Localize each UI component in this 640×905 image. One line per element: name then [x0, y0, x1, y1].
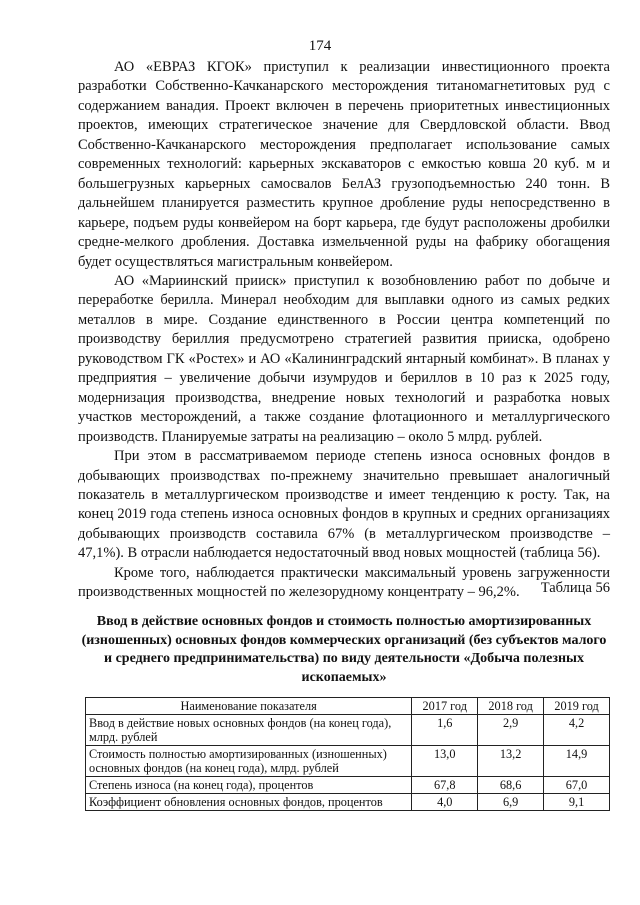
- table-caption: Таблица 56: [540, 580, 610, 596]
- column-header: 2018 год: [478, 698, 544, 715]
- page-number: 174: [308, 38, 332, 54]
- table-cell: 9,1: [544, 794, 610, 811]
- column-header: 2017 год: [412, 698, 478, 715]
- table-row: [86, 777, 610, 794]
- table-container: [85, 697, 610, 811]
- data-table: [85, 697, 610, 811]
- table-cell: 13,0: [412, 746, 478, 777]
- table-cell: 67,8: [412, 777, 478, 794]
- paragraph: АО «ЕВРАЗ КГОК» приступил к реализации инвестиционного проекта разработки Собственно-Качканарского месторождения титаномагнетитовых руд с содержанием ванадия. Проект включен в перечень приоритетных инвестиционных проектов, имеющих стратегическое значение для Свердловской области. Ввод Собственно-Качканарского месторождения предполагает использование самых современных технологий: карьерных экскаваторов с емкостью ковша 20 куб. м и большегрузных карьерных самосвалов БелАЗ грузоподъемностью 240 тонн. В дальнейшем планируется разместить крупное дробление руды непосредственно в карьере, подъем руды конвейером на борт карьера, где будут расположены дробилки средне-мелкого дробления. Доставка измельченной руды на фабрику обогащения будет осуществляться магистральным конвейером.: [78, 59, 610, 270]
- table-row: [86, 746, 610, 777]
- table-cell: 67,0: [544, 777, 610, 794]
- table-row: [86, 794, 610, 811]
- table-cell: 14,9: [544, 746, 610, 777]
- row-label: Ввод в действие новых основных фондов (на конец года), млрд. рублей: [86, 715, 412, 746]
- paragraph: При этом в рассматриваемом периоде степень износа основных фондов в добывающих производствах по-прежнему значительно превышает аналогичный показатель в металлургическом производстве и имеет тенденцию к росту. Так, на конец 2019 года степень износа основных фондов в крупных и средних организациях добывающих производств составила 67% (в металлургическом производстве – 47,1%). В отрасли наблюдается недостаточный ввод новых мощностей (таблица 56).: [78, 448, 610, 562]
- row-label: Коэффициент обновления основных фондов, процентов: [86, 794, 412, 811]
- table-cell: 2,9: [478, 715, 544, 746]
- column-header: 2019 год: [544, 698, 610, 715]
- row-label: Степень износа (на конец года), процентов: [86, 777, 412, 794]
- paragraph: Кроме того, наблюдается практически максимальный уровень загруженности производственных мощностей по железорудному концентрату – 96,2%.: [78, 564, 610, 601]
- table-title: Ввод в действие основных фондов и стоимость полностью амортизированных (изношенных) основных фондов коммерческих организаций (без субъектов малого и среднего предпринимательства) по виду деятельности «Добыча полезных ископаемых»: [81, 614, 607, 685]
- paragraph: АО «Мариинский прииск» приступил к возобновлению работ по добыче и переработке берилла. Минерал необходим для выплавки одного из самых редких металлов в мире. Создание единственного в России центра компетенций по производству бериллия предусмотрено стратегией развития прииска, одобрено руководством ГК «Ростех» и АО «Калининградский янтарный комбинат». В планах у предприятия – увеличение добычи изумрудов и бериллов в 10 раз к 2025 году, модернизация производства, внедрение новых технологий и разработка новых участков месторождений, а также создание флотационного и металлургического производств. Планируемые затраты на реализацию – около 5 млрд. рублей.: [78, 272, 610, 445]
- body-text: [78, 58, 610, 603]
- table-cell: 4,2: [544, 715, 610, 746]
- table-cell: 4,0: [412, 794, 478, 811]
- row-label: Стоимость полностью амортизированных (изношенных) основных фондов (на конец года), млрд. рублей: [86, 746, 412, 777]
- table-cell: 6,9: [478, 794, 544, 811]
- table-cell: 1,6: [412, 715, 478, 746]
- table-header-row: [86, 698, 610, 715]
- table-row: [86, 715, 610, 746]
- table-cell: 13,2: [478, 746, 544, 777]
- column-header: Наименование показателя: [86, 698, 412, 715]
- table-cell: 68,6: [478, 777, 544, 794]
